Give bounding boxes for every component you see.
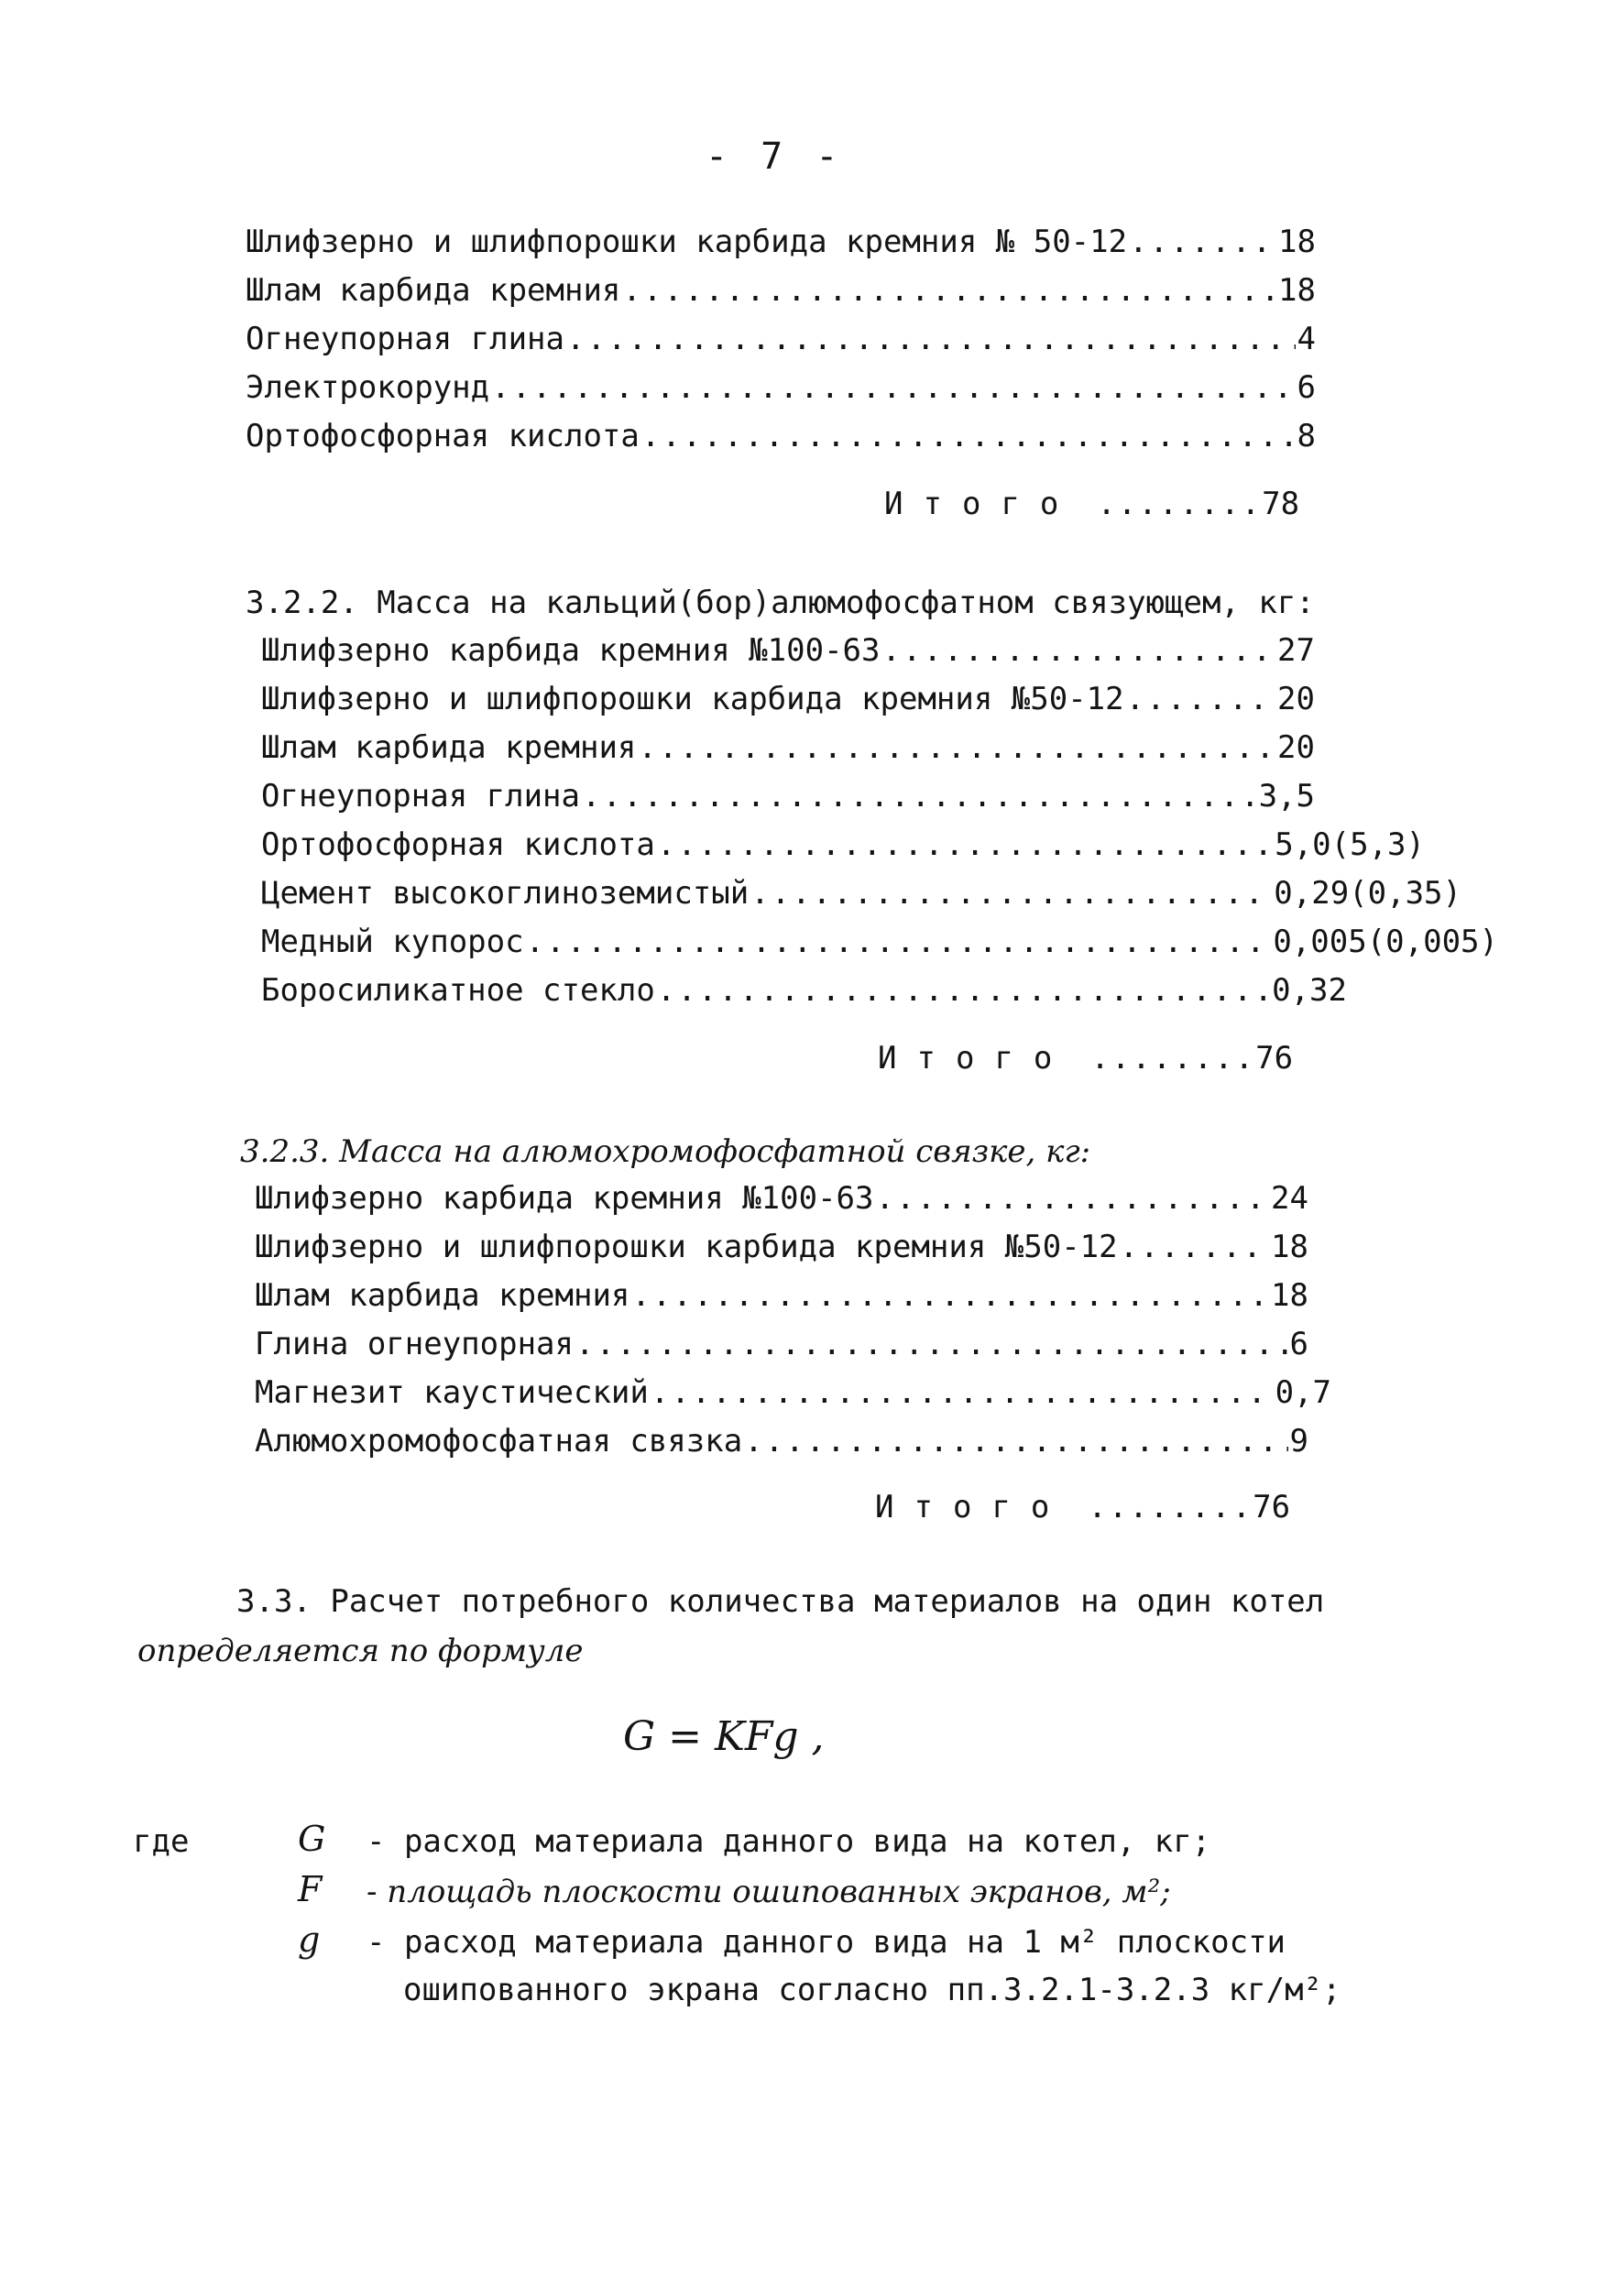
item-label: Шлифзерно карбида кремния №100-63 bbox=[261, 632, 881, 669]
symbol-F: F bbox=[298, 1869, 323, 1909]
item-label: Ортофосфорная кислота bbox=[261, 826, 655, 863]
leader-dots bbox=[882, 632, 1276, 669]
leader-dots bbox=[638, 729, 1275, 766]
list-item bbox=[255, 1277, 1308, 1321]
list-item bbox=[261, 875, 1461, 919]
list-item bbox=[255, 1374, 1331, 1418]
leader-dots bbox=[575, 1326, 1288, 1362]
item-value: 0,005(0,005) bbox=[1273, 924, 1498, 960]
item-label: Ортофосфорная кислота bbox=[246, 418, 640, 454]
total-label: Итого bbox=[875, 1489, 1070, 1525]
paragraph-3-3-line-2: определяется по формуле bbox=[137, 1633, 584, 1669]
item-value: 27 bbox=[1277, 632, 1315, 669]
item-value: 4 bbox=[1297, 321, 1316, 357]
definition-g-line-2: ошипованного экрана согласно пп.3.2.1-3.2.3 кг/м²; bbox=[403, 1972, 1341, 2008]
item-value: 0,32 bbox=[1272, 972, 1347, 1009]
item-value: 6 bbox=[1289, 1326, 1308, 1362]
section-3-total bbox=[875, 1489, 1290, 1525]
list-item bbox=[261, 729, 1315, 773]
leader-dots bbox=[1126, 681, 1275, 717]
total-value: 78 bbox=[1262, 486, 1300, 522]
item-value: 24 bbox=[1271, 1180, 1308, 1217]
total-label: Итого bbox=[878, 1040, 1073, 1077]
total-dots: ........ bbox=[1090, 1040, 1256, 1077]
item-value: 5,0(5,3) bbox=[1275, 826, 1425, 863]
list-item bbox=[255, 1180, 1308, 1224]
item-label: Шлифзерно и шлифпорошки карбида кремния № 50-12 bbox=[246, 224, 1128, 260]
leader-dots bbox=[631, 1277, 1269, 1314]
item-label: Огнеупорная глина bbox=[246, 321, 564, 357]
list-item bbox=[246, 321, 1316, 365]
symbol-G: G bbox=[298, 1819, 326, 1859]
list-item bbox=[246, 418, 1316, 462]
list-item bbox=[261, 826, 1425, 870]
formula: G = KFg , bbox=[623, 1713, 825, 1760]
leader-dots bbox=[491, 369, 1295, 406]
list-item bbox=[246, 224, 1316, 268]
item-label: Цемент высокоглиноземистый bbox=[261, 875, 750, 912]
item-label: Шлифзерно и шлифпорошки карбида кремния №50-12 bbox=[261, 681, 1124, 717]
list-item bbox=[261, 778, 1315, 822]
item-label: Шлам карбида кремния bbox=[261, 729, 637, 766]
item-label: Шлам карбида кремния bbox=[255, 1277, 630, 1314]
item-label: Шлам карбида кремния bbox=[246, 272, 621, 309]
leader-dots bbox=[657, 972, 1270, 1009]
list-item bbox=[261, 972, 1347, 1016]
total-value: 76 bbox=[1253, 1489, 1291, 1525]
list-item bbox=[255, 1229, 1308, 1273]
section-heading: 3.2.3. Масса на алюмохромофосфатной связке, кг: bbox=[240, 1133, 1091, 1170]
page-number: - 7 - bbox=[706, 136, 844, 178]
item-value: 20 bbox=[1277, 729, 1315, 766]
item-label: Огнеупорная глина bbox=[261, 778, 580, 815]
leader-dots bbox=[1129, 224, 1276, 260]
item-label: Медный купорос bbox=[261, 924, 524, 960]
item-value: 8 bbox=[1297, 418, 1316, 454]
where-word: где bbox=[133, 1823, 190, 1860]
leader-dots bbox=[526, 924, 1272, 960]
leader-dots bbox=[1120, 1229, 1269, 1265]
item-label: Магнезит каустический bbox=[255, 1374, 649, 1411]
leader-dots bbox=[876, 1180, 1270, 1217]
list-item bbox=[255, 1326, 1308, 1370]
total-label: Итого bbox=[884, 486, 1079, 522]
total-dots: ........ bbox=[1097, 486, 1263, 522]
definition-G: - расход материала данного вида на котел, кг; bbox=[367, 1823, 1211, 1860]
leader-dots bbox=[744, 1423, 1287, 1460]
item-label: Глина огнеупорная bbox=[255, 1326, 574, 1362]
list-item bbox=[261, 681, 1315, 725]
paragraph-3-3-line-1: 3.3. Расчет потребного количества материалов на один котел bbox=[236, 1583, 1325, 1620]
item-label: Шлифзерно и шлифпорошки карбида кремния №50-12 bbox=[255, 1229, 1118, 1265]
leader-dots bbox=[750, 875, 1272, 912]
item-value: 18 bbox=[1278, 272, 1316, 309]
total-dots: ........ bbox=[1088, 1489, 1253, 1525]
list-item bbox=[246, 369, 1316, 413]
leader-dots bbox=[582, 778, 1257, 815]
definition-F: - площадь плоскости ошипованных экранов, м²; bbox=[367, 1874, 1171, 1910]
item-value: 9 bbox=[1289, 1423, 1308, 1460]
list-item bbox=[261, 924, 1498, 968]
item-value: 18 bbox=[1278, 224, 1316, 260]
symbol-g: g bbox=[298, 1919, 321, 1960]
leader-dots bbox=[622, 272, 1276, 309]
total-value: 76 bbox=[1255, 1040, 1294, 1077]
list-item bbox=[261, 632, 1315, 676]
section-2-total bbox=[878, 1040, 1293, 1077]
leader-dots bbox=[657, 826, 1273, 863]
item-label: Шлифзерно карбида кремния №100-63 bbox=[255, 1180, 874, 1217]
leader-dots bbox=[641, 418, 1296, 454]
leader-dots bbox=[566, 321, 1296, 357]
item-value: 20 bbox=[1277, 681, 1315, 717]
item-value: 0,7 bbox=[1275, 1374, 1331, 1411]
definition-g-line-1: - расход материала данного вида на 1 м² плоскости bbox=[367, 1924, 1286, 1961]
section-heading: 3.2.2. Масса на кальций(бор)алюмофосфатном связующем, кг: bbox=[246, 585, 1315, 621]
list-item bbox=[255, 1423, 1308, 1467]
item-label: Боросиликатное стекло bbox=[261, 972, 655, 1009]
item-value: 6 bbox=[1297, 369, 1316, 406]
item-value: 18 bbox=[1271, 1229, 1308, 1265]
section-1-total bbox=[884, 486, 1299, 522]
item-value: 3,5 bbox=[1258, 778, 1315, 815]
leader-dots bbox=[651, 1374, 1274, 1411]
item-label: Электрокорунд bbox=[246, 369, 490, 406]
item-value: 0,29(0,35) bbox=[1274, 875, 1461, 912]
item-label: Алюмохромофосфатная связка bbox=[255, 1423, 743, 1460]
item-value: 18 bbox=[1271, 1277, 1308, 1314]
list-item bbox=[246, 272, 1316, 316]
